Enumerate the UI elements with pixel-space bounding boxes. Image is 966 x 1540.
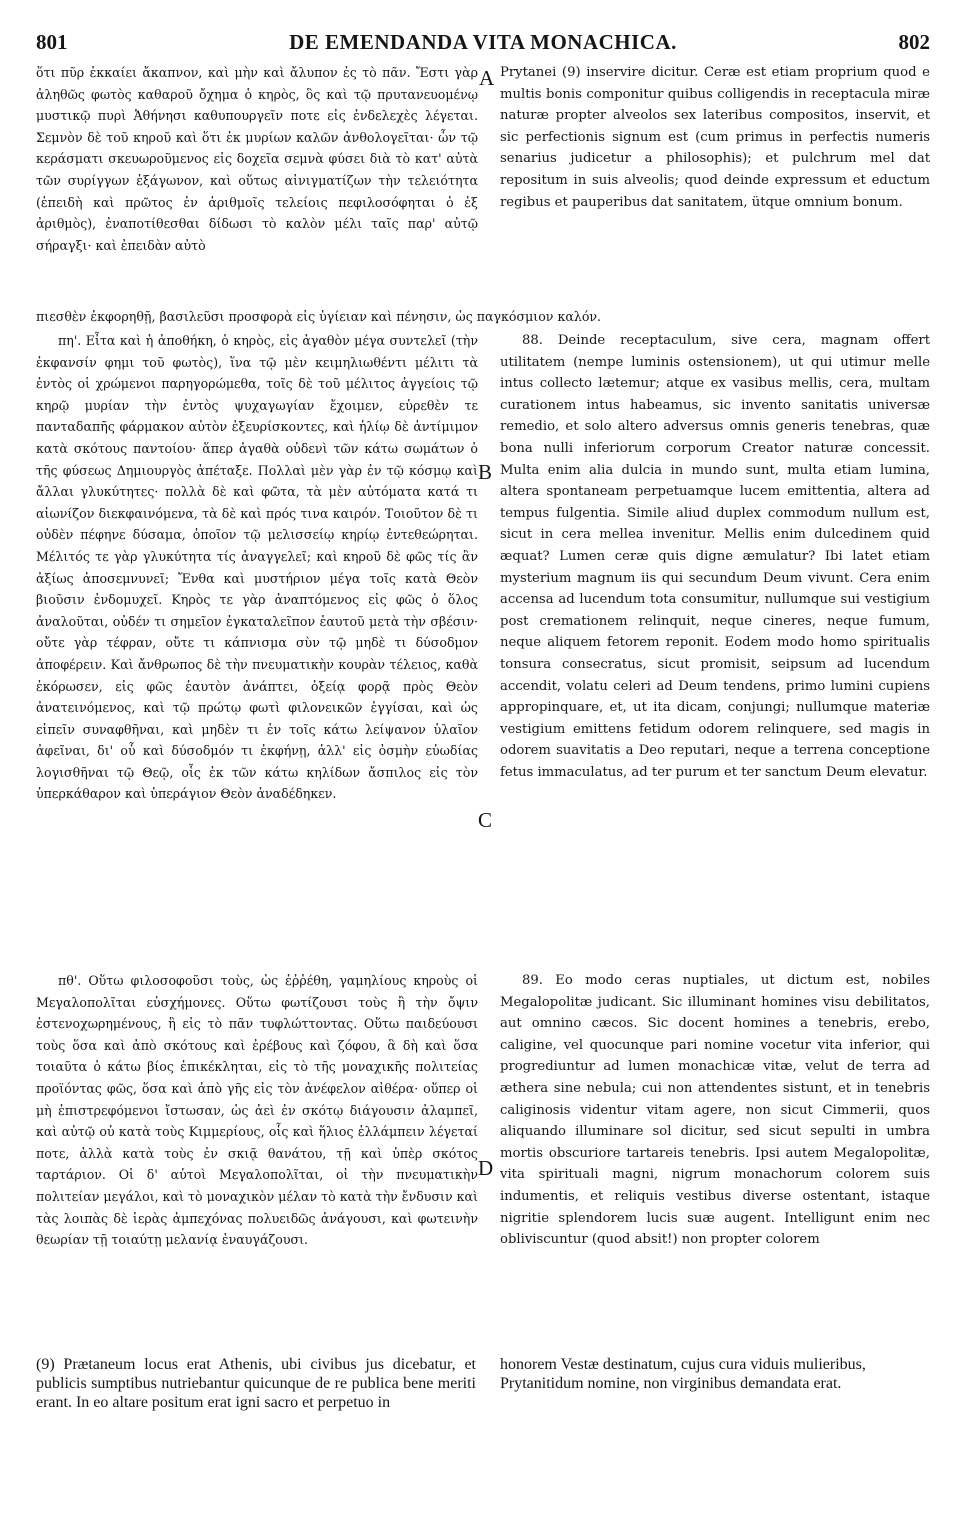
footnote-right bbox=[500, 1355, 930, 1393]
latin-paragraph-87: Prytanei (9) inservire dicitur. Ceræ est etiam proprium quod e multis bonis componitur quibus colligendis in receptacula miræ naturæ propter alveolos sex lateribus compositos, inservit, et sic perfectionis signum est (cum primus in perfectis numeris senarius judicetur a philosophis); et pulchrum mel dat repositum in suis alveolis; quod deinde expressum et eductum regibus et pauperibus dat sanitatem, ütque omnium bonum. bbox=[500, 65, 930, 210]
greek-cross-text: πιεσθὲν ἐκφορηθῇ, βασιλεῦσι προσφορὰ εἰς ὑγίειαν καὶ πένησιν, ὡς παγκόσμιον καλόν. bbox=[36, 309, 602, 324]
margin-marker-a: A bbox=[479, 66, 495, 90]
greek-cross-column-line bbox=[36, 306, 930, 328]
page-number-right: 802 bbox=[898, 30, 930, 54]
latin-column-middle bbox=[500, 330, 930, 783]
greek-paragraph-88: πη'. Εἶτα καὶ ἡ ἀποθήκη, ὁ κηρὸς, εἰς ἀγαθὸν μέγα συντελεῖ (τὴν ἐκφανσίν φημι τοῦ φωτὸς), ἵνα τῷ μὲν κειμηλιωθέντι μέλιτι τὰ ἐντὸς οἱ χρώμενοι παρηγορώμεθα, τοῖς δὲ τοῦ μέλιτος ἀγγείοις τῷ κηρῷ μυρίαν τὴν ἐντὸς ψυχαγωγίαν ἔχοιμεν, εὑρεθὲν τε πανταδαπῆς φάρμακον αὐτὸν ἐξευρίσκοντες, καὶ ἡλίῳ δὲ ἀντίμιμον κατὰ σκότους παντοίου· ἅπερ ἀγαθὰ οὐδενὶ τῶν κάτω σωμάτων ὁ τῆς φύσεως Δημιουργὸς ἀπέταξε. Πολλαὶ μὲν γὰρ ἐν τῷ κόσμῳ καὶ ἄλλαι γλυκύτητες· πολλὰ δὲ καὶ φῶτα, τὰ μὲν αὐτόματα κατά τι αἰωνίζον διεκφαινόμενα, τὰ δὲ καὶ πρός τινα καιρόν. Τοιοῦτον δὲ τι οὐδὲν πέφηνε δύσαμα, ὁποῖον τῷ μελισσείῳ κηρίῳ ἐντεθεώρηται. Μέλιτός τε γὰρ γλυκύτητα τίς ἀναγγελεῖ; καὶ κηροῦ δὲ φῶς τίς ἂν ἀξίως ἀποσεμνυνεῖ; Ἔνθα καὶ μυστήριον μέγα τοῖς κατὰ Θεὸν βιοῦσιν ἐνδομυχεῖ. Κηρὸς τε γὰρ ἀναπτόμενος εἰς φῶς ὁ ὅλος ἀναλοῦται, οὐδέν τι σημεῖον ἐγκαταλεῖπον ἑαυτοῦ μετὰ τὴν σβέσιν· οὔτε γὰρ τέφραν, οὔτε τι κάπνισμα σὺν τῷ μηδὲ τι δύσοδμον ἀποφέρειν. Καὶ ἄνθρωπος δὲ τὴν πνευματικὴν κουρὰν τέλειος, καθὰ ἐκόρωσεν, εἰς φῶς ἑαυτὸν ἀνάπτει, ὀξείᾳ φορᾷ πρὸς Θεὸν ἀνατεινόμενος, καὶ τῷ πρώτῳ φωτὶ φιλονεικῶν ἐγγίσαι, καὶ ὡς εἰπεῖν συναφθῆναι, καὶ μηδὲν τι ἐν τοῖς κάτω λείψανον ὑλαῖον ἀφεῖναι, δι' οὗ καὶ δύσοδμόν τι ἐκφήνῃ, ἀλλ' εἰς ὀσμὴν εὐωδίας λογισθῆναι τῷ Θεῷ, οἷς ἐκ τῶν κάτω κηλίδων ἄσπιλος εἰς τὸν ὑπερκάθαρον καὶ ὑπεράγιον Θεὸν ἀναδέδηκεν. bbox=[36, 333, 478, 802]
latin-column-top bbox=[500, 62, 930, 213]
running-header bbox=[36, 30, 930, 58]
greek-column-bottom bbox=[36, 970, 478, 1251]
latin-paragraph-89: 89. Eo modo ceras nuptiales, ut dictum est, nobiles Megalopolitæ judicant. Sic illuminant homines visu debilitatos, aut omnino cæcos. Sic docent homines a tenebris, erebo, caligine, vel quocunque pari nomine vocetur vita inferior, qui progrediuntur ad lumen monachicæ vitæ, velut de terra ad æthera sine nebula; cui non attendentes sistunt, et in tenebris caliginosis videntur vitam agere, non sicut Cimmerii, quos aliquando illuminare sol dicitur, sed sicut sepulti in umbra mortis obscuriore tartareis tenebris. Ipsi autem Megalopolitæ, vita spirituali magni, nigrum monachorum colorem suis indumentis, et reliquis vestibus diverse ostentant, istaque nigritie splendorem lucis suæ augent. Intelligunt enim nec obliviscuntur (quod absit!) non propter colorem bbox=[500, 973, 930, 1248]
margin-marker-b: B bbox=[478, 460, 493, 484]
footnote-9-continuation: honorem Vestæ destinatum, cujus cura viduis mulieribus, Prytanitidum nomine, non virginibus demandata erat. bbox=[500, 1356, 866, 1392]
greek-paragraph-89: πθ'. Οὕτω φιλοσοφοῦσι τοὺς, ὡς ἐῤῥέθη, γαμηλίους κηροὺς οἱ Μεγαλοπολῖται εὐσχήμονες. Οὕτω φωτίζουσι τοὺς ἢ τὴν ὄψιν ἐστενοχωρημένους, ἢ εἰς τὸ πᾶν τυφλώττοντας. Οὕτω παιδεύουσι τοὺς ὅσα καὶ ἀπὸ σκότους καὶ ἐρέβους καὶ ζόφου, ἃ δὴ καὶ ὅσα τοιαῦτα ὁ κάτω βίος ἐπικέκληται, εἰς τὸ τῆς μοναχικῆς πολιτείας προϊόντας φῶς, ὅσα καὶ ἀπὸ γῆς εἰς τὸν ἀνέφελον αἰθέρα· οὕπερ οἱ μὴ ἐπιστρεφόμενοι ἴστωσαν, ὡς ἀεὶ ἐν σκότῳ διάγουσιν ἀλαμπεῖ, καὶ αὐτῷ οὐ κατὰ τοὺς Κιμμερίους, οἷς καὶ ἥλιος ἐλλάμπειν λέγεταί ποτε, ἀλλὰ κατὰ τοὺς ἐν σκιᾷ θανάτου, τῇ καὶ ὑπὲρ σκότος ταρτάριον. Οἱ δ' αὐτοὶ Μεγαλοπολῖται, οἱ τὴν πνευματικὴν πολιτείαν μεγάλοι, καὶ τὸ μοναχικὸν μέλαν τὸ κατὰ τὴν ἔνδυσιν καὶ τὰς λοιπὰς δὲ ἱερὰς ἀμπεχόνας πολυειδῶς ἀνάγουσι, καὶ φωτεινὴν θεωρίαν τῇ τοιαύτῃ μελανίᾳ ἐναυγάζουσι. bbox=[36, 973, 478, 1248]
margin-marker-c: C bbox=[478, 808, 493, 832]
margin-marker-d: D bbox=[478, 1156, 494, 1180]
greek-column-top bbox=[36, 62, 478, 256]
greek-paragraph-87: ὅτι πῦρ ἐκκαίει ἄκαπνον, καὶ μὴν καὶ ἄλυπον ἐς τὸ πᾶν. Ἔστι γὰρ ἀληθῶς φωτὸς καθαροῦ ὄχημα ὁ κηρὸς, ὃς καὶ τῷ πρυτανευομένῳ μυστικῷ πυρὶ Ἀθήνησι καθυπουργεῖν ποτε εἰς ἐνδελεχὲς λέγεται. Σεμνὸν δὲ τοῦ κηροῦ καὶ ὅτι ἐκ μυρίων καλῶν ἀνθολογεῖται· ὧν τῷ κεράσματι σκευωροῦμενος εἰς δοχεῖα σεμνὰ φύσει διὰ τὸ κατ' αὐτὰ τῶν συρίγγων ἑξάγωνον, καὶ οὕτως αἰνιγματίζων τὴν τελειότητα (ἐπειδὴ καὶ πρῶτος ἐν ἀριθμοῖς τελείοις πεφιλοσόφηται ὁ ἐξ ἀριθμὸς), ἐναποτίθεσθαι δίδωσι τὸ καλὸν μέλι ταῖς παρ' αὐτῷ σήραγξι· καὶ ἐπειδὰν αὐτὸ bbox=[36, 65, 478, 253]
footnote-left bbox=[36, 1355, 476, 1412]
running-title: DE EMENDANDA VITA MONACHICA. bbox=[289, 30, 677, 54]
latin-paragraph-88: 88. Deinde receptaculum, sive cera, magnam offert utilitatem (nempe luminis ostensionem), ut qui utimur melle intus collecto lætemur; atque ex vasibus mellis, cera, multam curationem intus habeamus, sic invento sanitatis universæ remedio, et solo altero adversus omnis generis tenebras, quæ bona nulli inferiorum corporum Creator naturæ concessit. Multa enim alia dulcia in mundo sunt, multa etiam lumina, altera spontaneam perpetuamque lucem emittentia, altera ad tempus fulgentia. Simile aliud duplex commodum nullum est, sicut in cera mellea invenitur. Mellis enim dulcedinem quid æquat? Lumen ceræ quis digne æmulatur? Ibi latet etiam mysterium magnum iis qui secundum Deum vivunt. Cera enim accensa ad lucendum tota consumitur, nullumque sui vestigium post cremationem relinquit, neque cineres, neque fumum, neque aliquem fetorem reponit. Eodem modo homo spiritualis tonsura consecratus, sicut promisit, seipsum ad lucendum accendit, volatu celeri ad Deum tendens, primo lumini cupiens appropinquare, et, ut ita dicam, conjungi; nullumque materiæ vestigium emittens fetidum odorem relinquere, sed magis in odorem suavitatis a Deo reputari, neque a terrena conceptione fetus immaculatus, ad ter purum et ter sanctum Deum elevatur. bbox=[500, 333, 930, 780]
footnote-9-text: (9) Prætaneum locus erat Athenis, ubi civibus jus dicebatur, et publicis sumptibus nutriebantur quicunque de re publica bene meriti erant. In eo altare positum erat igni sacro et perpetuo in bbox=[36, 1356, 476, 1411]
page-number-left: 801 bbox=[36, 30, 68, 54]
latin-column-bottom bbox=[500, 970, 930, 1251]
greek-column-middle bbox=[36, 330, 478, 805]
